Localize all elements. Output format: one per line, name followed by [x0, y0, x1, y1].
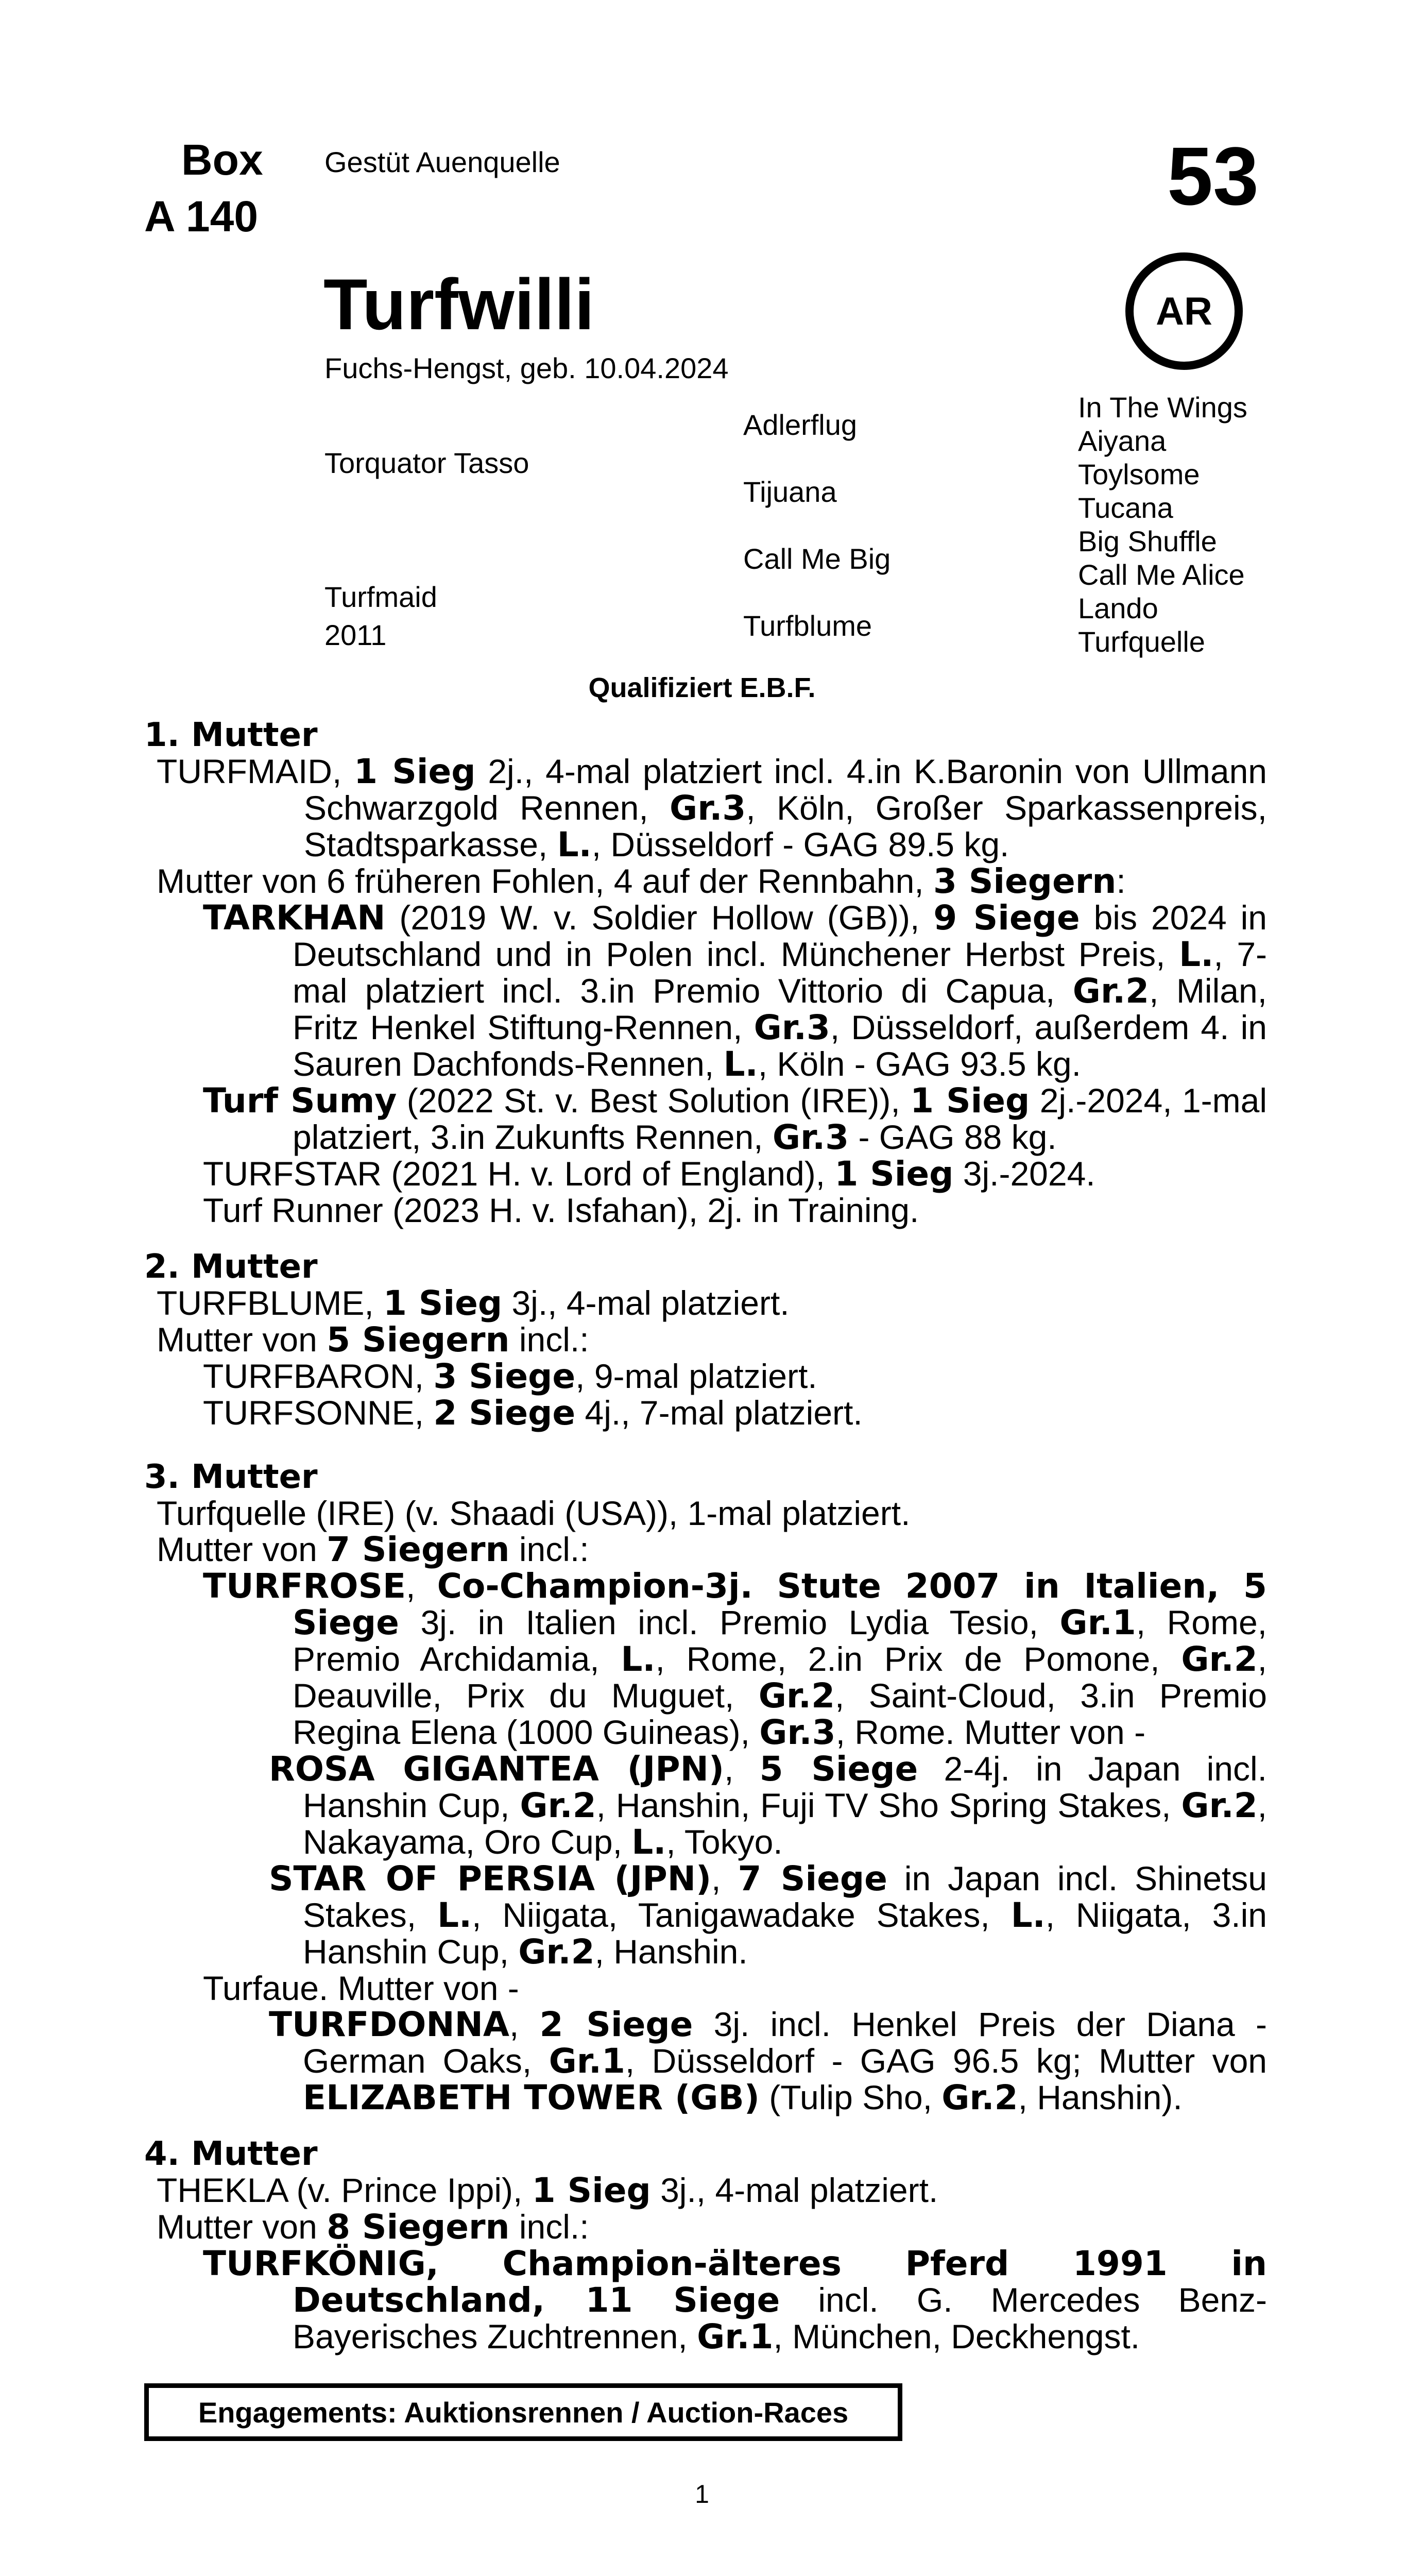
box-number: A 140	[144, 192, 259, 241]
pedigree-gen3-8: Turfquelle	[1078, 625, 1205, 658]
section-title: 2. Mutter	[144, 1248, 318, 1286]
dam-entry: TURFMAID, 1 Sieg 2j., 4-mal platziert incl. 4.in K.Baronin von Ullmann Schwarzgold Rennen, Gr.3, Köln, Großer Sparkassenpreis, Stadtsparkasse, L., Düsseldorf - GAG 89.5 kg.	[157, 752, 1268, 865]
engagements-box	[144, 2383, 902, 2441]
stud-name: Gestüt Auenquelle	[324, 146, 560, 178]
grandproduce-entry: TURFDONNA, 2 Siege 3j. incl. Henkel Preis der Diana - German Oaks, Gr.1, Düsseldorf - GAG 96.5 kg; Mutter von ELIZABETH TOWER (GB) (Tulip Sho, Gr.2, Hanshin).	[269, 2005, 1268, 2117]
ar-badge	[1125, 252, 1243, 370]
section-mutter-4	[144, 2136, 1267, 2355]
produce-entry: Turfaue. Mutter von -	[203, 1969, 519, 2007]
produce-entry: TURFROSE, Co-Champion-3j. Stute 2007 in Italien, 5 Siege 3j. in Italien incl. Premio Lydia Tesio, Gr.1, Rome, Premio Archidamia, L., Rome, 2.in Prix de Pomone, Gr.2, Deauville, Prix du Muguet, Gr.2, Saint-Cloud, 3.in Premio Regina Elena (1000 Guineas), Gr.3, Rome. Mutter von -	[203, 1566, 1267, 1752]
page-number: 1	[695, 2480, 709, 2509]
pedigree-sire-dam: Tijuana	[743, 476, 837, 508]
grandproduce-entry: STAR OF PERSIA (JPN), 7 Siege in Japan incl. Shinetsu Stakes, L., Niigata, Tanigawadake Stakes, L., Niigata, 3.in Hanshin Cup, Gr.2, Hanshin.	[269, 1859, 1267, 1972]
pedigree-dam: Turfmaid	[324, 581, 437, 613]
dam-entry: Turfquelle (IRE) (v. Shaadi (USA)), 1-mal platziert.	[157, 1494, 911, 1532]
produce-entry: TURFKÖNIG, Champion-älteres Pferd 1991 in Deutschland, 11 Siege incl. G. Mercedes Benz-Bayerisches Zuchtrennen, Gr.1, München, Deckhengst.	[203, 2244, 1267, 2357]
section-mutter-1	[144, 717, 1267, 1228]
dam-entry: THEKLA (v. Prince Ippi), 1 Sieg 3j., 4-mal platziert.	[157, 2171, 938, 2210]
ar-badge-text: AR	[1156, 289, 1212, 333]
pedigree-gen3-3: Toylsome	[1078, 458, 1200, 490]
section-mutter-2	[144, 1249, 1267, 1431]
produce-summary: Mutter von 5 Siegern incl.:	[157, 1320, 589, 1360]
pedigree-gen3-5: Big Shuffle	[1078, 525, 1217, 557]
pedigree-gen3-7: Lando	[1078, 592, 1158, 624]
pedigree-dam-year: 2011	[324, 619, 387, 651]
horse-description: Fuchs-Hengst, geb. 10.04.2024	[324, 352, 729, 384]
dam-entry: TURFBLUME, 1 Sieg 3j., 4-mal platziert.	[157, 1283, 790, 1323]
produce-entry: TURFSTAR (2021 H. v. Lord of England), 1 Sieg 3j.-2024.	[203, 1154, 1095, 1194]
pedigree-gen3-1: In The Wings	[1078, 391, 1247, 423]
engagements-text: Engagements: Auktionsrennen / Auction-Races	[198, 2396, 849, 2429]
produce-entry: Turf Runner (2023 H. v. Isfahan), 2j. in Training.	[203, 1191, 919, 1229]
produce-summary: Mutter von 6 früheren Fohlen, 4 auf der Rennbahn, 3 Siegern:	[157, 861, 1126, 901]
section-title: 1. Mutter	[144, 716, 318, 754]
pedigree-gen3-2: Aiyana	[1078, 425, 1167, 457]
produce-entry: TURFBARON, 3 Siege, 9-mal platziert.	[203, 1357, 817, 1396]
pedigree-gen3-6: Call Me Alice	[1078, 558, 1245, 591]
produce-entry: Turf Sumy (2022 St. v. Best Solution (IRE)), 1 Sieg 2j.-2024, 1-mal platziert, 3.in Zukunfts Rennen, Gr.3 - GAG 88 kg.	[203, 1081, 1267, 1157]
lot-number: 53	[1167, 130, 1259, 222]
qualification: Qualifiziert E.B.F.	[588, 672, 816, 703]
produce-summary: Mutter von 7 Siegern incl.:	[157, 1530, 589, 1569]
produce-summary: Mutter von 8 Siegern incl.:	[157, 2207, 589, 2247]
horse-name: Turfwilli	[323, 264, 595, 345]
pedigree-dam-dam: Turfblume	[743, 609, 872, 642]
section-mutter-3	[144, 1459, 1267, 2116]
pedigree-sire-sire: Adlerflug	[743, 409, 858, 441]
section-title: 4. Mutter	[144, 2135, 318, 2173]
box-label: Box	[181, 135, 263, 184]
produce-entry: TARKHAN (2019 W. v. Soldier Hollow (GB)), 9 Siege bis 2024 in Deutschland und in Polen incl. Münchener Herbst Preis, L., 7-mal platziert incl. 3.in Premio Vittorio di Capua, Gr.2, Milan, Fritz Henkel Stiftung-Rennen, Gr.3, Düsseldorf, außerdem 4. in Sauren Dachfonds-Rennen, L., Köln - GAG 93.5 kg.	[203, 898, 1267, 1084]
grandproduce-entry: ROSA GIGANTEA (JPN), 5 Siege 2-4j. in Japan incl. Hanshin Cup, Gr.2, Hanshin, Fuji TV Sho Spring Stakes, Gr.2, Nakayama, Oro Cup, L., Tokyo.	[269, 1749, 1267, 1862]
pedigree-sire: Torquator Tasso	[324, 447, 529, 479]
pedigree-dam-sire: Call Me Big	[743, 543, 891, 575]
produce-entry: TURFSONNE, 2 Siege 4j., 7-mal platziert.	[203, 1393, 863, 1433]
pedigree-gen3-4: Tucana	[1078, 492, 1173, 524]
section-title: 3. Mutter	[144, 1458, 318, 1496]
